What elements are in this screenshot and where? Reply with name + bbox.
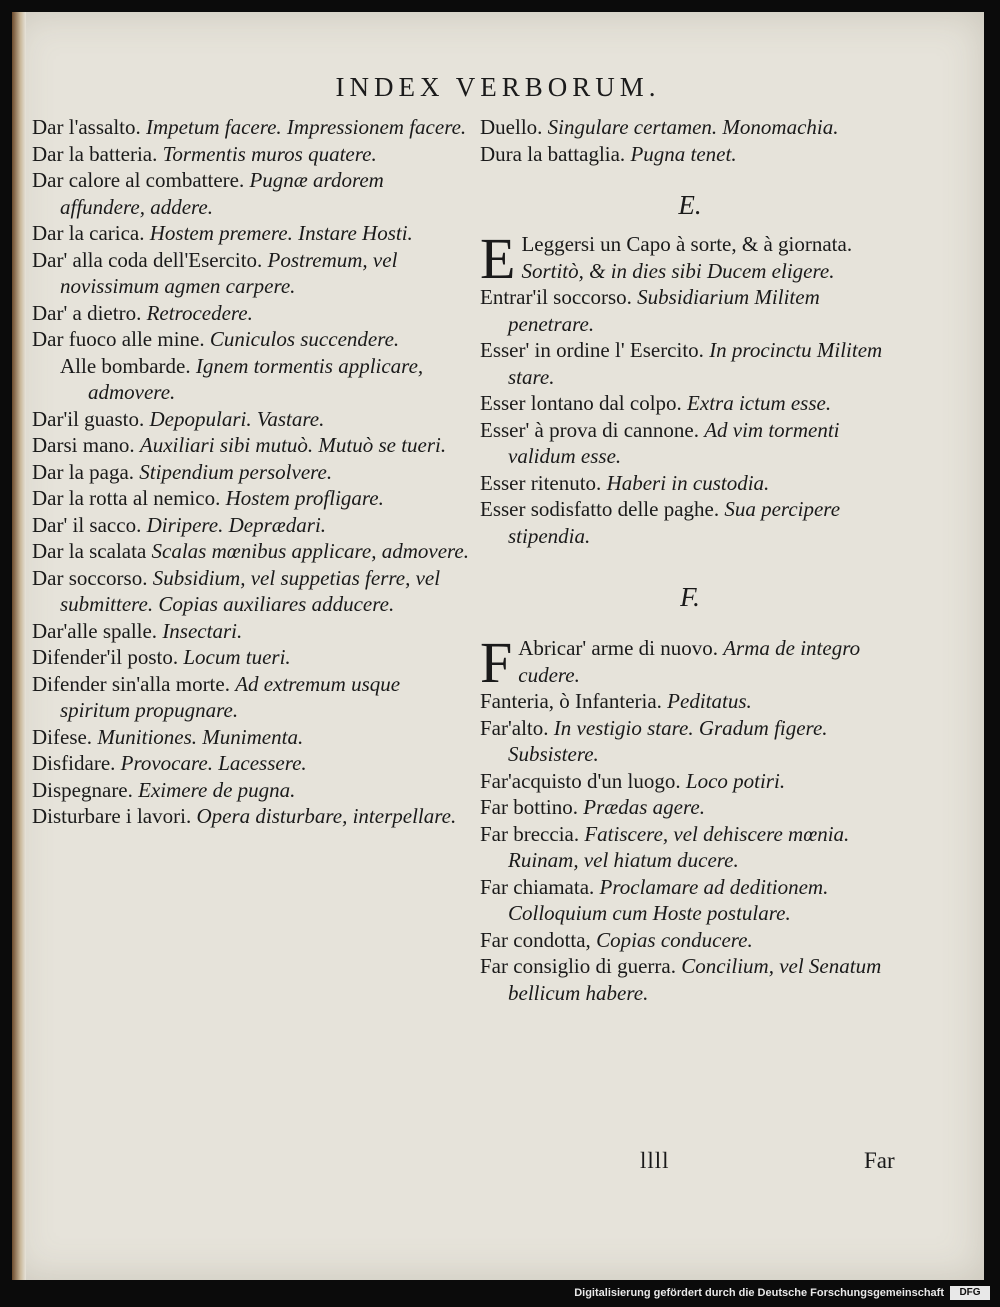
entry-term: Dar fuoco alle mine. xyxy=(32,327,205,351)
index-entry xyxy=(32,803,472,830)
catchword: Far xyxy=(864,1148,895,1173)
entry-term: Dar la scalata xyxy=(32,539,147,563)
index-entry xyxy=(32,141,472,168)
index-entry xyxy=(480,284,900,337)
entry-term: Far chiamata. xyxy=(480,874,595,899)
index-entry xyxy=(32,220,472,247)
index-entry xyxy=(480,141,900,168)
entry-term: Fanteria, ò Infanteria. xyxy=(480,689,662,713)
entry-latin: Auxiliari sibi mutuò. Mutuò se tueri. xyxy=(139,433,447,457)
entry-term: Dar' alla coda dell'Esercito. xyxy=(32,247,263,272)
index-entry xyxy=(480,688,900,715)
entry-term: Leggersi un Capo à sorte, & à giornata. xyxy=(521,232,853,256)
index-entry xyxy=(480,496,900,549)
entry-term: Esser' à prova di cannone. xyxy=(480,417,699,442)
entry-latin: Ad vim tormenti validum esse. xyxy=(508,417,840,468)
index-entry xyxy=(32,300,472,327)
index-entry-drop-cap xyxy=(480,630,900,695)
index-entry xyxy=(480,417,900,470)
index-entry xyxy=(32,114,472,141)
entry-term: Far breccia. xyxy=(480,821,580,846)
entry-latin: Retrocedere. xyxy=(146,300,253,325)
digitization-credit: Digitalisierung gefördert durch die Deutsche Forschungsgemeinschaft xyxy=(574,1287,944,1299)
entry-term: Alle bombarde. xyxy=(60,353,191,378)
index-entry xyxy=(32,644,472,671)
entry-term: Esser sodisfatto delle paghe. xyxy=(480,497,720,521)
entry-latin: Provocare. Lacessere. xyxy=(120,751,307,775)
entry-latin: Pugna tenet. xyxy=(630,141,737,166)
entry-term: Disturbare i lavori. xyxy=(32,804,192,828)
index-entry xyxy=(32,485,472,512)
entry-term: Esser' in ordine l' Esercito. xyxy=(480,338,704,362)
entry-term: Abricar' arme di nuovo. xyxy=(518,636,718,660)
entry-latin: Postremum, vel novissimum agmen carpere. xyxy=(60,247,398,298)
entry-term: Esser ritenuto. xyxy=(480,470,602,495)
entry-latin: Prædas agere. xyxy=(583,795,705,819)
entry-latin: In vestigio stare. Gradum figere. Subsistere. xyxy=(508,715,828,766)
entry-latin: Pugnæ ardorem affundere, addere. xyxy=(60,168,384,219)
index-entry xyxy=(32,353,472,406)
entry-latin: Cuniculos succendere. xyxy=(209,327,400,351)
right-column xyxy=(480,114,900,1006)
entry-term: Dar soccorso. xyxy=(32,565,148,590)
index-entry xyxy=(32,432,472,459)
entry-latin: Sortitò, & in dies sibi Ducem eligere. xyxy=(521,258,835,283)
entry-latin: Opera disturbare, interpellare. xyxy=(196,804,457,828)
entry-term: Dar'il guasto. xyxy=(32,406,145,431)
index-entry xyxy=(32,618,472,645)
entry-term: Dar la rotta al nemico. xyxy=(32,486,221,510)
entry-latin: Subsidiarium Militem penetrare. xyxy=(508,285,820,336)
entry-latin: In procinctu Militem stare. xyxy=(508,338,883,389)
entry-term: Far consiglio di guerra. xyxy=(480,954,676,978)
entry-term: Far bottino. xyxy=(480,795,578,819)
entry-latin: Ad extremum usque spiritum propugnare. xyxy=(60,671,401,722)
entry-latin: Insectari. xyxy=(162,618,243,643)
entry-latin: Extra ictum esse. xyxy=(687,391,832,415)
entry-term: Dar l'assalto. xyxy=(32,115,141,139)
entry-latin: Fatiscere, vel dehiscere mœnia. Ruinam, vel hiatum ducere. xyxy=(508,821,850,872)
entry-latin: Concilium, vel Senatum bellicum habere. xyxy=(508,954,882,1005)
entry-term: Difese. xyxy=(32,724,93,749)
entry-latin: Eximere de pugna. xyxy=(138,777,296,802)
index-entry xyxy=(32,724,472,751)
entry-term: Esser lontano dal colpo. xyxy=(480,391,682,415)
index-entry xyxy=(480,953,900,1006)
entry-latin: Sua percipere stipendia. xyxy=(508,497,841,548)
left-column xyxy=(32,114,472,830)
index-entry xyxy=(32,671,472,724)
index-entry xyxy=(32,750,472,777)
entry-latin: Locum tueri. xyxy=(183,645,291,669)
book-spine-edge xyxy=(12,12,26,1280)
index-entry xyxy=(32,538,472,565)
entry-term: Far condotta, xyxy=(480,927,591,952)
index-entry xyxy=(32,777,472,804)
drop-cap-initial-e: E xyxy=(480,226,516,291)
signature-mark: llll xyxy=(640,1148,670,1173)
entry-term: Dar'alle spalle. xyxy=(32,618,158,643)
index-entry-drop-cap xyxy=(480,226,900,291)
index-entry xyxy=(480,874,900,927)
page-header: INDEX VERBORUM. xyxy=(335,72,661,102)
entry-term: Difender sin'alla morte. xyxy=(32,671,230,696)
index-entry xyxy=(480,470,900,497)
entry-term: Dura la battaglia. xyxy=(480,141,626,166)
entry-latin: Hostem premere. Instare Hosti. xyxy=(149,221,413,245)
index-entry xyxy=(480,114,900,141)
entry-latin: Haberi in custodia. xyxy=(606,470,770,495)
index-entry xyxy=(32,167,472,220)
entry-latin: Diripere. Deprædari. xyxy=(146,512,327,537)
entry-term: Darsi mano. xyxy=(32,433,135,457)
entry-latin: Arma de integro cudere. xyxy=(518,636,861,687)
entry-latin: Stipendium persolvere. xyxy=(139,459,333,484)
entry-latin: Peditatus. xyxy=(667,689,752,713)
index-entry xyxy=(32,512,472,539)
entry-term: Difender'il posto. xyxy=(32,645,179,669)
index-entry xyxy=(32,326,472,353)
section-heading-e: E. xyxy=(678,190,702,220)
section-heading-f: F. xyxy=(680,582,700,612)
entry-latin: Loco potiri. xyxy=(685,768,786,793)
entry-latin: Impetum facere. Impressionem facere. xyxy=(146,115,467,139)
entry-term: Disfidare. xyxy=(32,751,116,775)
entry-latin: Proclamare ad deditionem. Colloquium cum Hoste postulare. xyxy=(508,874,829,925)
index-entry xyxy=(480,794,900,821)
entry-term: Dar calore al combattere. xyxy=(32,168,245,192)
entry-latin: Singulare certamen. Monomachia. xyxy=(547,115,839,139)
entry-term: Dar la batteria. xyxy=(32,141,158,166)
index-entry xyxy=(32,565,472,618)
index-entry xyxy=(480,337,900,390)
entry-latin: Hostem profligare. xyxy=(225,486,384,510)
drop-cap-initial-f: F xyxy=(480,630,513,695)
index-entry xyxy=(32,406,472,433)
entry-term: Dar' a dietro. xyxy=(32,300,142,325)
entry-latin: Scalas mœnibus applicare, admovere. xyxy=(151,539,469,563)
index-entry xyxy=(480,715,900,768)
dfg-logo: DFG xyxy=(950,1286,990,1300)
entry-latin: Tormentis muros quatere. xyxy=(162,141,377,166)
index-entry xyxy=(480,821,900,874)
index-entry xyxy=(480,927,900,954)
entry-term: Duello. xyxy=(480,115,543,139)
entry-term: Dar la carica. xyxy=(32,221,145,245)
entry-term: Dar' il sacco. xyxy=(32,512,142,537)
entry-latin: Depopulari. Vastare. xyxy=(149,406,325,431)
index-entry xyxy=(480,768,900,795)
entry-latin: Subsidium, vel suppetias ferre, vel submittere. Copias auxiliares adducere. xyxy=(60,565,441,616)
index-entry xyxy=(32,247,472,300)
index-entry xyxy=(32,459,472,486)
entry-latin: Copias conducere. xyxy=(596,927,753,952)
entry-term: Dispegnare. xyxy=(32,777,133,802)
entry-term: Dar la paga. xyxy=(32,459,135,484)
entry-term: Far'alto. xyxy=(480,715,549,740)
entry-latin: Ignem tormentis applicare, admovere. xyxy=(88,353,424,404)
entry-term: Far'acquisto d'un luogo. xyxy=(480,768,681,793)
book-page xyxy=(12,12,984,1280)
index-entry xyxy=(480,390,900,417)
entry-latin: Munitiones. Munimenta. xyxy=(97,724,304,749)
entry-term: Entrar'il soccorso. xyxy=(480,285,632,309)
